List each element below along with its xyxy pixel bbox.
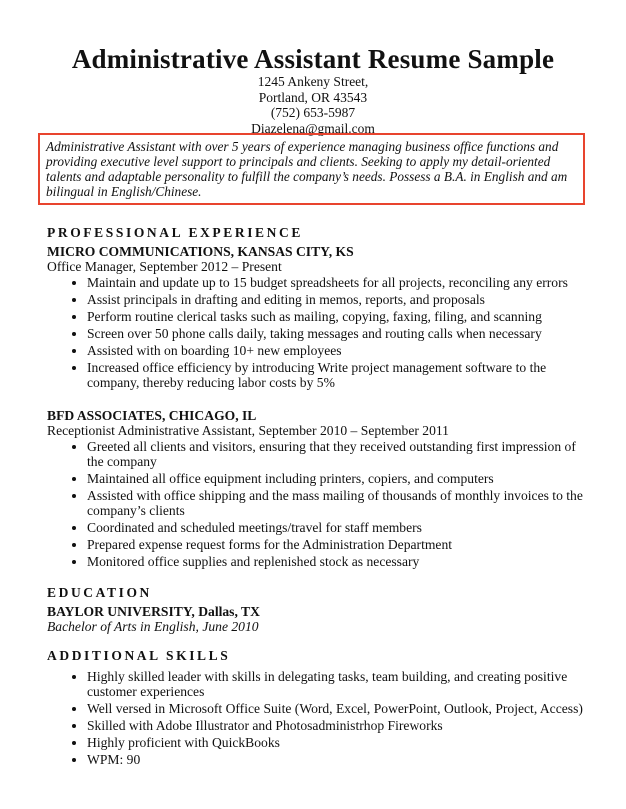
list-item: • Greeted all clients and visitors, ensuring that they received outstanding first impression of the company <box>87 439 587 469</box>
address-line-2: Portland, OR 43543 <box>258 89 368 105</box>
list-item: • Maintained all office equipment including printers, copiers, and computers <box>87 471 587 486</box>
list-item: • Highly proficient with QuickBooks <box>87 735 587 750</box>
contact-info <box>0 74 626 136</box>
list-item: • Perform routine clerical tasks such as mailing, copying, faxing, filing, and scanning <box>87 309 587 324</box>
page-title: Administrative Assistant Resume Sample <box>71 44 555 74</box>
address-line-1: 1245 Ankeny Street, <box>257 74 369 89</box>
job-company: BFD ASSOCIATES, CHICAGO, IL <box>47 408 257 423</box>
list-item: • Highly skilled leader with skills in delegating tasks, team building, and creating positive customer experiences <box>87 669 587 699</box>
job-company: MICRO COMMUNICATIONS, KANSAS CITY, KS <box>47 244 354 259</box>
section-heading-experience: PROFESSIONAL EXPERIENCE <box>47 225 303 240</box>
list-item: • Monitored office supplies and replenished stock as necessary <box>87 554 587 569</box>
skills-bullets <box>47 669 587 767</box>
list-item: • Skilled with Adobe Illustrator and Photosadministrhop Fireworks <box>87 718 587 733</box>
list-item: • Maintain and update up to 15 budget spreadsheets for all projects, reconciling any errors <box>87 275 587 290</box>
job-entry <box>47 408 587 569</box>
section-heading-education: EDUCATION <box>47 585 152 600</box>
list-item: • Coordinated and scheduled meetings/travel for staff members <box>87 520 587 535</box>
job-role: Receptionist Administrative Assistant, September 2010 – September 2011 <box>47 423 449 438</box>
list-item: • Assisted with office shipping and the mass mailing of thousands of monthly invoices to the company’s clients <box>87 488 587 518</box>
email: Diazelena@gmail.com <box>251 120 375 136</box>
list-item: • Increased office efficiency by introducing Write project management software to the company, thereby reducing labor costs by 5% <box>87 360 587 390</box>
education-degree: Bachelor of Arts in English, June 2010 <box>47 619 259 634</box>
list-item: • Well versed in Microsoft Office Suite (Word, Excel, PowerPoint, Outlook, Project, Access) <box>87 701 587 716</box>
phone: (752) 653-5987 <box>270 105 356 120</box>
job-entry <box>47 244 587 390</box>
resume-body <box>47 224 587 769</box>
job-bullets <box>47 439 587 569</box>
list-item: • WPM: 90 <box>87 752 587 767</box>
education-school: BAYLOR UNIVERSITY, Dallas, TX <box>47 604 260 619</box>
list-item: • Assist principals in drafting and editing in memos, reports, and proposals <box>87 292 587 307</box>
list-item: • Screen over 50 phone calls daily, taking messages and routing calls when necessary <box>87 326 587 341</box>
list-item: • Prepared expense request forms for the Administration Department <box>87 537 587 552</box>
job-bullets <box>47 275 587 390</box>
job-role: Office Manager, September 2012 – Present <box>47 259 282 274</box>
section-heading-skills: ADDITIONAL SKILLS <box>47 648 231 663</box>
list-item: • Assisted with on boarding 10+ new employees <box>87 343 587 358</box>
summary-highlight-box: Administrative Assistant with over 5 years of experience managing business office functions and providing executive level support to principals and clients. Seeking to apply my detail-oriented talents and adaptable personality to fulfill the company’s needs. Possess a B.A. in English and am bilingual in English/Chinese. <box>38 133 585 205</box>
